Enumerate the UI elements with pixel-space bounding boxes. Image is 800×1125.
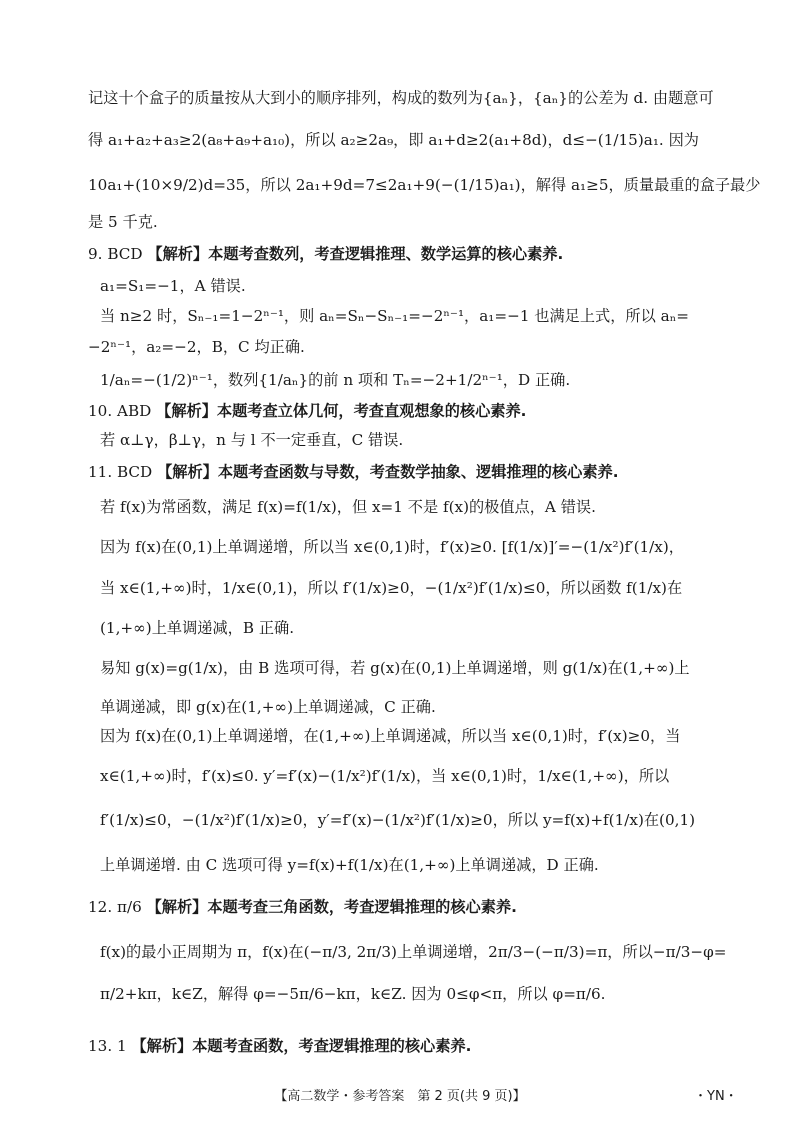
text-line: 单调递减，即 g(x)在(1,+∞)上单调递减，C 正确. [100,698,436,716]
text-line: 是 5 千克. [88,213,158,231]
analysis-heading: 【解析】本题考查函数，考查逻辑推理的核心素养. [131,1037,472,1055]
question-number: 11. BCD [88,463,158,481]
analysis-heading: 【解析】本题考查三角函数，考查逻辑推理的核心素养. [146,898,517,916]
question-number: 12. π/6 [88,898,147,916]
footer-code: ・YN・ [694,1089,738,1104]
text-line: f′(1/x)≤0，−(1/x²)f′(1/x)≥0，y′=f′(x)−(1/x²)f′(1/x)≥0，所以 y=f(x)+f(1/x)在(0,1) [100,811,696,829]
question-number: 10. ABD [88,402,157,420]
text-line: a₁=S₁=−1，A 错误. [100,277,246,295]
question-number: 13. 1 [88,1037,132,1055]
text-line [88,462,618,482]
text-line: 1/aₙ=−(1/2)ⁿ⁻¹，数列{1/aₙ}的前 n 项和 Tₙ=−2+1/2ⁿ⁻¹，D 正确. [100,371,571,389]
text-line: 得 a₁+a₂+a₃≥2(a₈+a₉+a₁₀)，所以 a₂≥2a₉，即 a₁+d≥2(a₁+8d)，d≤−(1/15)a₁. 因为 [88,131,699,149]
text-line: 当 n≥2 时，Sₙ₋₁=1−2ⁿ⁻¹，则 aₙ=Sₙ−Sₙ₋₁=−2ⁿ⁻¹，a₁=−1 也满足上式，所以 aₙ= [100,307,689,325]
text-line: 10a₁+(10×9/2)d=35，所以 2a₁+9d=7≤2a₁+9(−(1/15)a₁)，解得 a₁≥5，质量最重的盒子最少 [88,176,761,194]
text-line [88,401,526,421]
text-line: 若 f(x)为常函数，满足 f(x)=f(1/x)，但 x=1 不是 f(x)的极值点，A 错误. [100,498,596,516]
page-footer: 【高二数学・参考答案 第 2 页(共 9 页)】 [274,1089,526,1104]
text-line: π/2+kπ，k∈Z，解得 φ=−5π/6−kπ，k∈Z. 因为 0≤φ<π，所以 φ=π/6. [100,985,606,1003]
analysis-heading: 【解析】本题考查数列，考查逻辑推理、数学运算的核心素养. [147,245,564,263]
text-line: 因为 f(x)在(0,1)上单调递增，所以当 x∈(0,1)时，f′(x)≥0. [f(1/x)]′=−(1/x²)f′(1/x)， [100,538,684,556]
text-line [88,1036,471,1056]
analysis-heading: 【解析】本题考查立体几何，考查直观想象的核心素养. [156,402,527,420]
text-line: x∈(1,+∞)时，f′(x)≤0. y′=f′(x)−(1/x²)f′(1/x)，当 x∈(0,1)时，1/x∈(1,+∞)，所以 [100,767,670,785]
text-line: 记这十个盒子的质量按从大到小的顺序排列，构成的数列为{aₙ}，{aₙ}的公差为 d. 由题意可 [88,89,714,107]
text-line: 上单调递增. 由 C 选项可得 y=f(x)+f(1/x)在(1,+∞)上单调递减，D 正确. [100,856,599,874]
text-line [88,244,563,264]
text-line: (1,+∞)上单调递减，B 正确. [100,619,295,637]
text-line: f(x)的最小正周期为 π，f(x)在(−π/3, 2π/3)上单调递增，2π/3−(−π/3)=π，所以−π/3−φ= [100,943,727,961]
text-line: 当 x∈(1,+∞)时，1/x∈(0,1)，所以 f′(1/x)≥0，−(1/x²)f′(1/x)≤0，所以函数 f(1/x)在 [100,579,683,597]
text-line: 若 α⊥γ，β⊥γ，n 与 l 不一定垂直，C 错误. [100,431,404,449]
text-line [88,897,517,917]
text-line: −2ⁿ⁻¹，a₂=−2，B，C 均正确. [88,338,305,356]
text-line: 因为 f(x)在(0,1)上单调递增，在(1,+∞)上单调递减，所以当 x∈(0,1)时，f′(x)≥0，当 [100,727,681,745]
text-line: 易知 g(x)=g(1/x)，由 B 选项可得，若 g(x)在(0,1)上单调递增，则 g(1/x)在(1,+∞)上 [100,659,690,677]
question-number: 9. BCD [88,245,148,263]
analysis-heading: 【解析】本题考查函数与导数，考查数学抽象、逻辑推理的核心素养. [157,463,619,481]
